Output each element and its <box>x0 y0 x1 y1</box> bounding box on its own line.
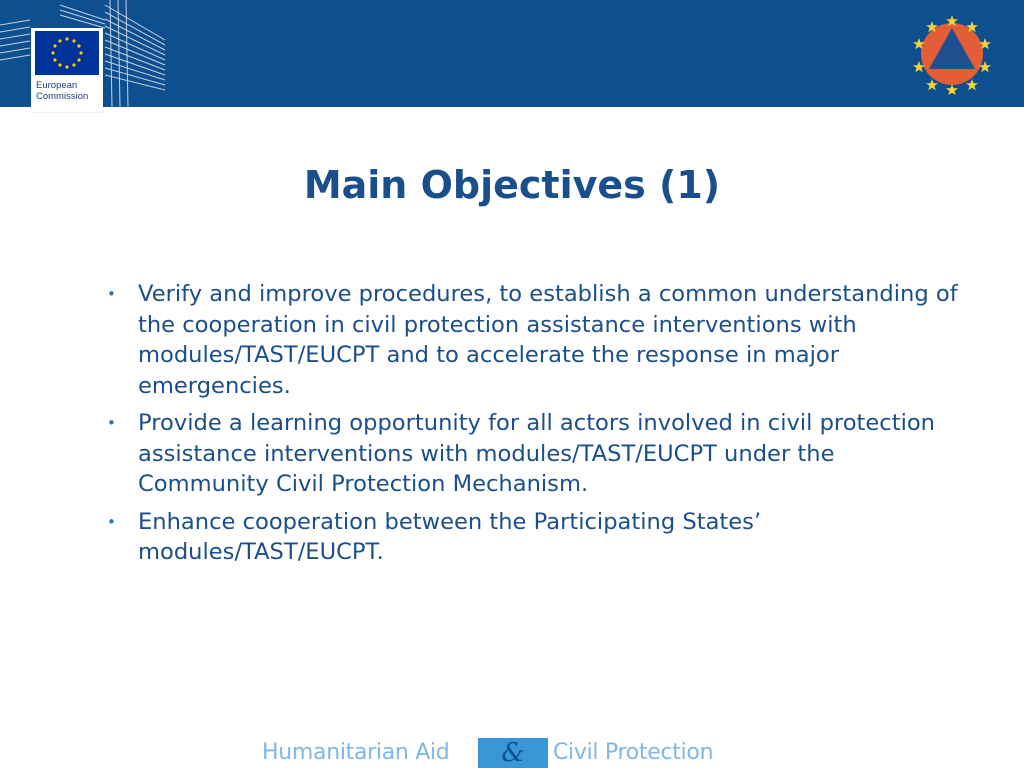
bullet-marker: • <box>107 512 116 531</box>
bullet-marker: • <box>107 285 116 303</box>
bullet-item <box>101 507 971 568</box>
logo-text-line1: European <box>36 80 78 91</box>
bullet-text: Enhance cooperation between the Participating States’ modules/TAST/EUCPT. <box>138 508 762 565</box>
bullet-list <box>101 279 971 575</box>
eu-flag-icon <box>35 31 99 75</box>
logo-text-line2: Commission <box>36 91 89 102</box>
footer-banner <box>262 738 734 768</box>
bullet-text: Verify and improve procedures, to establish a common understanding of the cooperation in civil protection assistance interventions with modules/TAST/EUCPT and to accelerate the response in major emergencies. <box>138 281 958 399</box>
footer-civil-protection: Civil Protection <box>553 740 714 765</box>
logo-text <box>36 80 102 102</box>
european-commission-logo <box>31 28 103 112</box>
bullet-item <box>101 408 971 500</box>
bullet-marker: • <box>107 414 116 432</box>
civil-protection-emblem-icon <box>911 13 993 95</box>
footer-ampersand: & <box>478 738 548 768</box>
footer-humanitarian-aid: Humanitarian Aid <box>262 740 450 765</box>
header-bar <box>0 0 1024 107</box>
slide-title: Main Objectives (1) <box>303 163 721 207</box>
bullet-text: Provide a learning opportunity for all actors involved in civil protection assistance interventions with modules/TAST/EUCPT under the Community Civil Protection Mechanism. <box>138 410 935 497</box>
bullet-item <box>101 279 971 401</box>
